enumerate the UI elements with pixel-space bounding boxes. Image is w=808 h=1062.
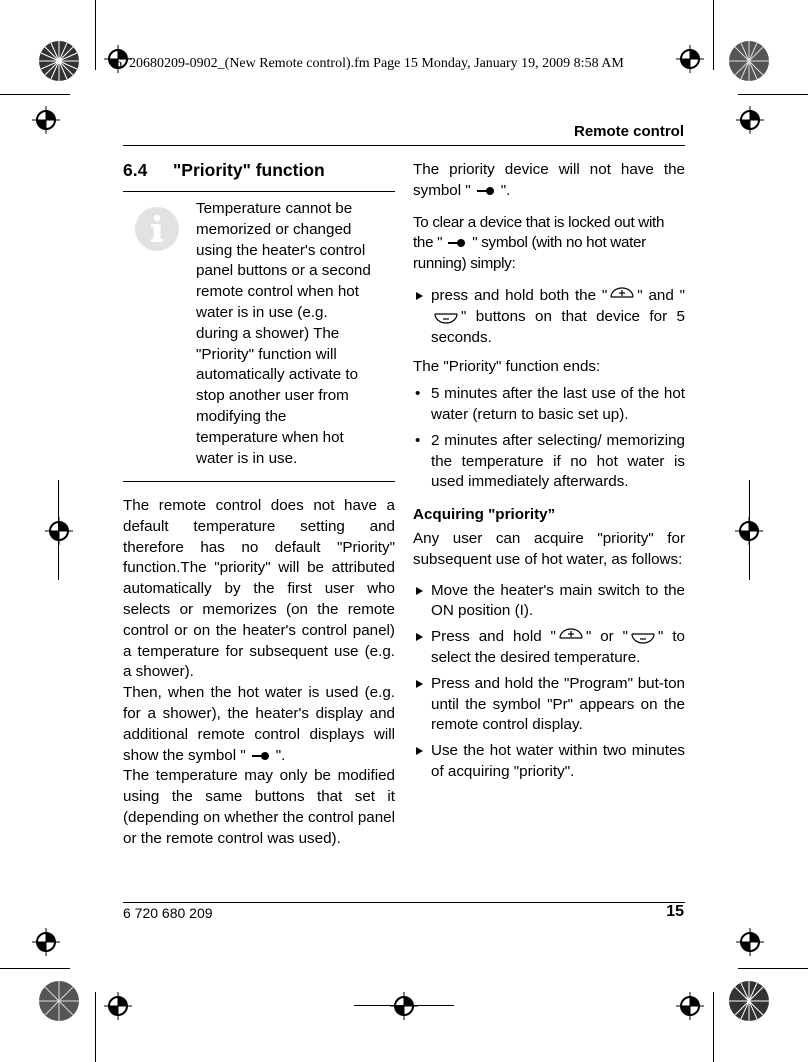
list-item: Use the hot water within two minutes of acquiring "priority". xyxy=(413,741,685,783)
list-item: • 2 minutes after selecting/ memorizing the temperature if no hot water is used immediately afterwards. xyxy=(413,431,685,493)
file-slug: 6720680209-0902_(New Remote control).fm Page 15 Monday, January 19, 2009 8:58 AM xyxy=(115,56,624,71)
crop-mark xyxy=(0,94,70,95)
registration-mark-icon xyxy=(736,928,764,956)
crop-mark xyxy=(95,0,96,70)
registration-mark-icon xyxy=(736,106,764,134)
section-heading xyxy=(123,160,325,181)
plus-button-icon xyxy=(610,287,634,305)
note-top-rule xyxy=(123,191,395,192)
paragraph-text: ". xyxy=(275,746,286,764)
plus-button-icon xyxy=(559,628,583,646)
list-item xyxy=(413,627,685,669)
crop-mark xyxy=(354,1005,454,1006)
color-rosette-icon xyxy=(38,980,80,1022)
registration-mark-icon xyxy=(676,992,704,1020)
color-rosette-icon xyxy=(38,40,80,82)
paragraph-text: To clear a device that is locked out with the " xyxy=(413,213,665,252)
step-text: Press and hold " xyxy=(431,628,556,646)
paragraph xyxy=(413,213,685,275)
list-item xyxy=(413,286,685,348)
right-column xyxy=(413,160,685,783)
paragraph: The remote control does not have a default temperature setting and therefore has no default "Priority" function.The "priority" will be attributed automatically by the first user who selects or memorizes (on the remote control or on the heater's control panel) a temperature for subsequent use (e.g. a shower). xyxy=(123,497,395,681)
note-bottom-rule xyxy=(123,481,395,482)
registration-mark-icon xyxy=(676,45,704,73)
list-item: • 5 minutes after the last use of the hot water (return to basic set up). xyxy=(413,384,685,426)
step-list xyxy=(413,581,685,783)
paragraph: The "Priority" function ends: xyxy=(413,358,601,376)
page-number: 15 xyxy=(666,903,684,920)
paragraph-text: " symbol (with no hot water running) simply: xyxy=(413,234,646,273)
paragraph xyxy=(413,160,685,202)
footer-rule xyxy=(123,902,685,903)
left-column xyxy=(123,496,395,850)
registration-mark-icon xyxy=(45,517,73,545)
registration-mark-icon xyxy=(32,928,60,956)
header-rule xyxy=(123,145,685,146)
crop-mark xyxy=(713,992,714,1062)
step-text: " buttons on that device for 5 seconds. xyxy=(431,307,685,346)
paragraph-text: Then, when the hot water is used (e.g. for a shower), the heater's display and additional remote control displays will show the symbol " xyxy=(123,684,395,764)
lock-key-symbol-icon xyxy=(448,238,466,248)
registration-mark-icon xyxy=(104,992,132,1020)
lock-key-symbol-icon xyxy=(252,751,270,761)
info-note: Temperature cannot be memorized or changed using the heater's control panel buttons or a second remote control when hot water is in use (e.g. during a shower) The "Priority" function will automatically activate to stop another user from modifying the temperature when hot water is in use. xyxy=(196,200,371,467)
color-rosette-icon xyxy=(728,980,770,1022)
paragraph-text: ". xyxy=(500,181,511,199)
document-code: 6 720 680 209 xyxy=(123,905,213,921)
paragraph xyxy=(123,683,395,766)
paragraph: The temperature may only be modified using the same buttons that set it (depending on whether the control panel or the remote control was used). xyxy=(123,767,395,847)
crop-mark xyxy=(713,0,714,70)
running-title: Remote control xyxy=(573,123,684,140)
section-title: "Priority" function xyxy=(173,160,325,180)
paragraph-text: The priority device will not have the symbol " xyxy=(413,161,685,199)
crop-mark xyxy=(738,94,808,95)
crop-mark xyxy=(58,480,59,580)
crop-mark xyxy=(0,968,70,969)
step-text: " or " xyxy=(585,628,629,646)
crop-mark xyxy=(95,992,96,1062)
subheading: Acquiring "priority” xyxy=(413,506,556,524)
lock-key-symbol-icon xyxy=(477,186,495,196)
bullet-list xyxy=(413,384,685,493)
crop-mark xyxy=(738,968,808,969)
paragraph: Any user can acquire "priority" for subsequent use of hot water, as follows: xyxy=(413,529,685,568)
list-item: Move the heater's main switch to the ON position (I). xyxy=(413,581,685,623)
crop-mark xyxy=(749,480,750,580)
step-text: press and hold both the " xyxy=(431,286,608,304)
section-number: 6.4 xyxy=(123,160,148,180)
color-rosette-icon xyxy=(728,40,770,82)
step-list xyxy=(413,286,685,348)
list-item: Press and hold the "Program" but-ton until the symbol "Pr" appears on the remote control display. xyxy=(413,674,685,736)
info-icon xyxy=(134,206,180,252)
minus-button-icon xyxy=(434,308,458,326)
minus-button-icon xyxy=(631,628,655,646)
step-text: " and " xyxy=(637,286,686,304)
registration-mark-icon xyxy=(32,106,60,134)
step-text: " to select the desired temperature. xyxy=(431,628,685,666)
registration-mark-icon xyxy=(390,992,418,1020)
